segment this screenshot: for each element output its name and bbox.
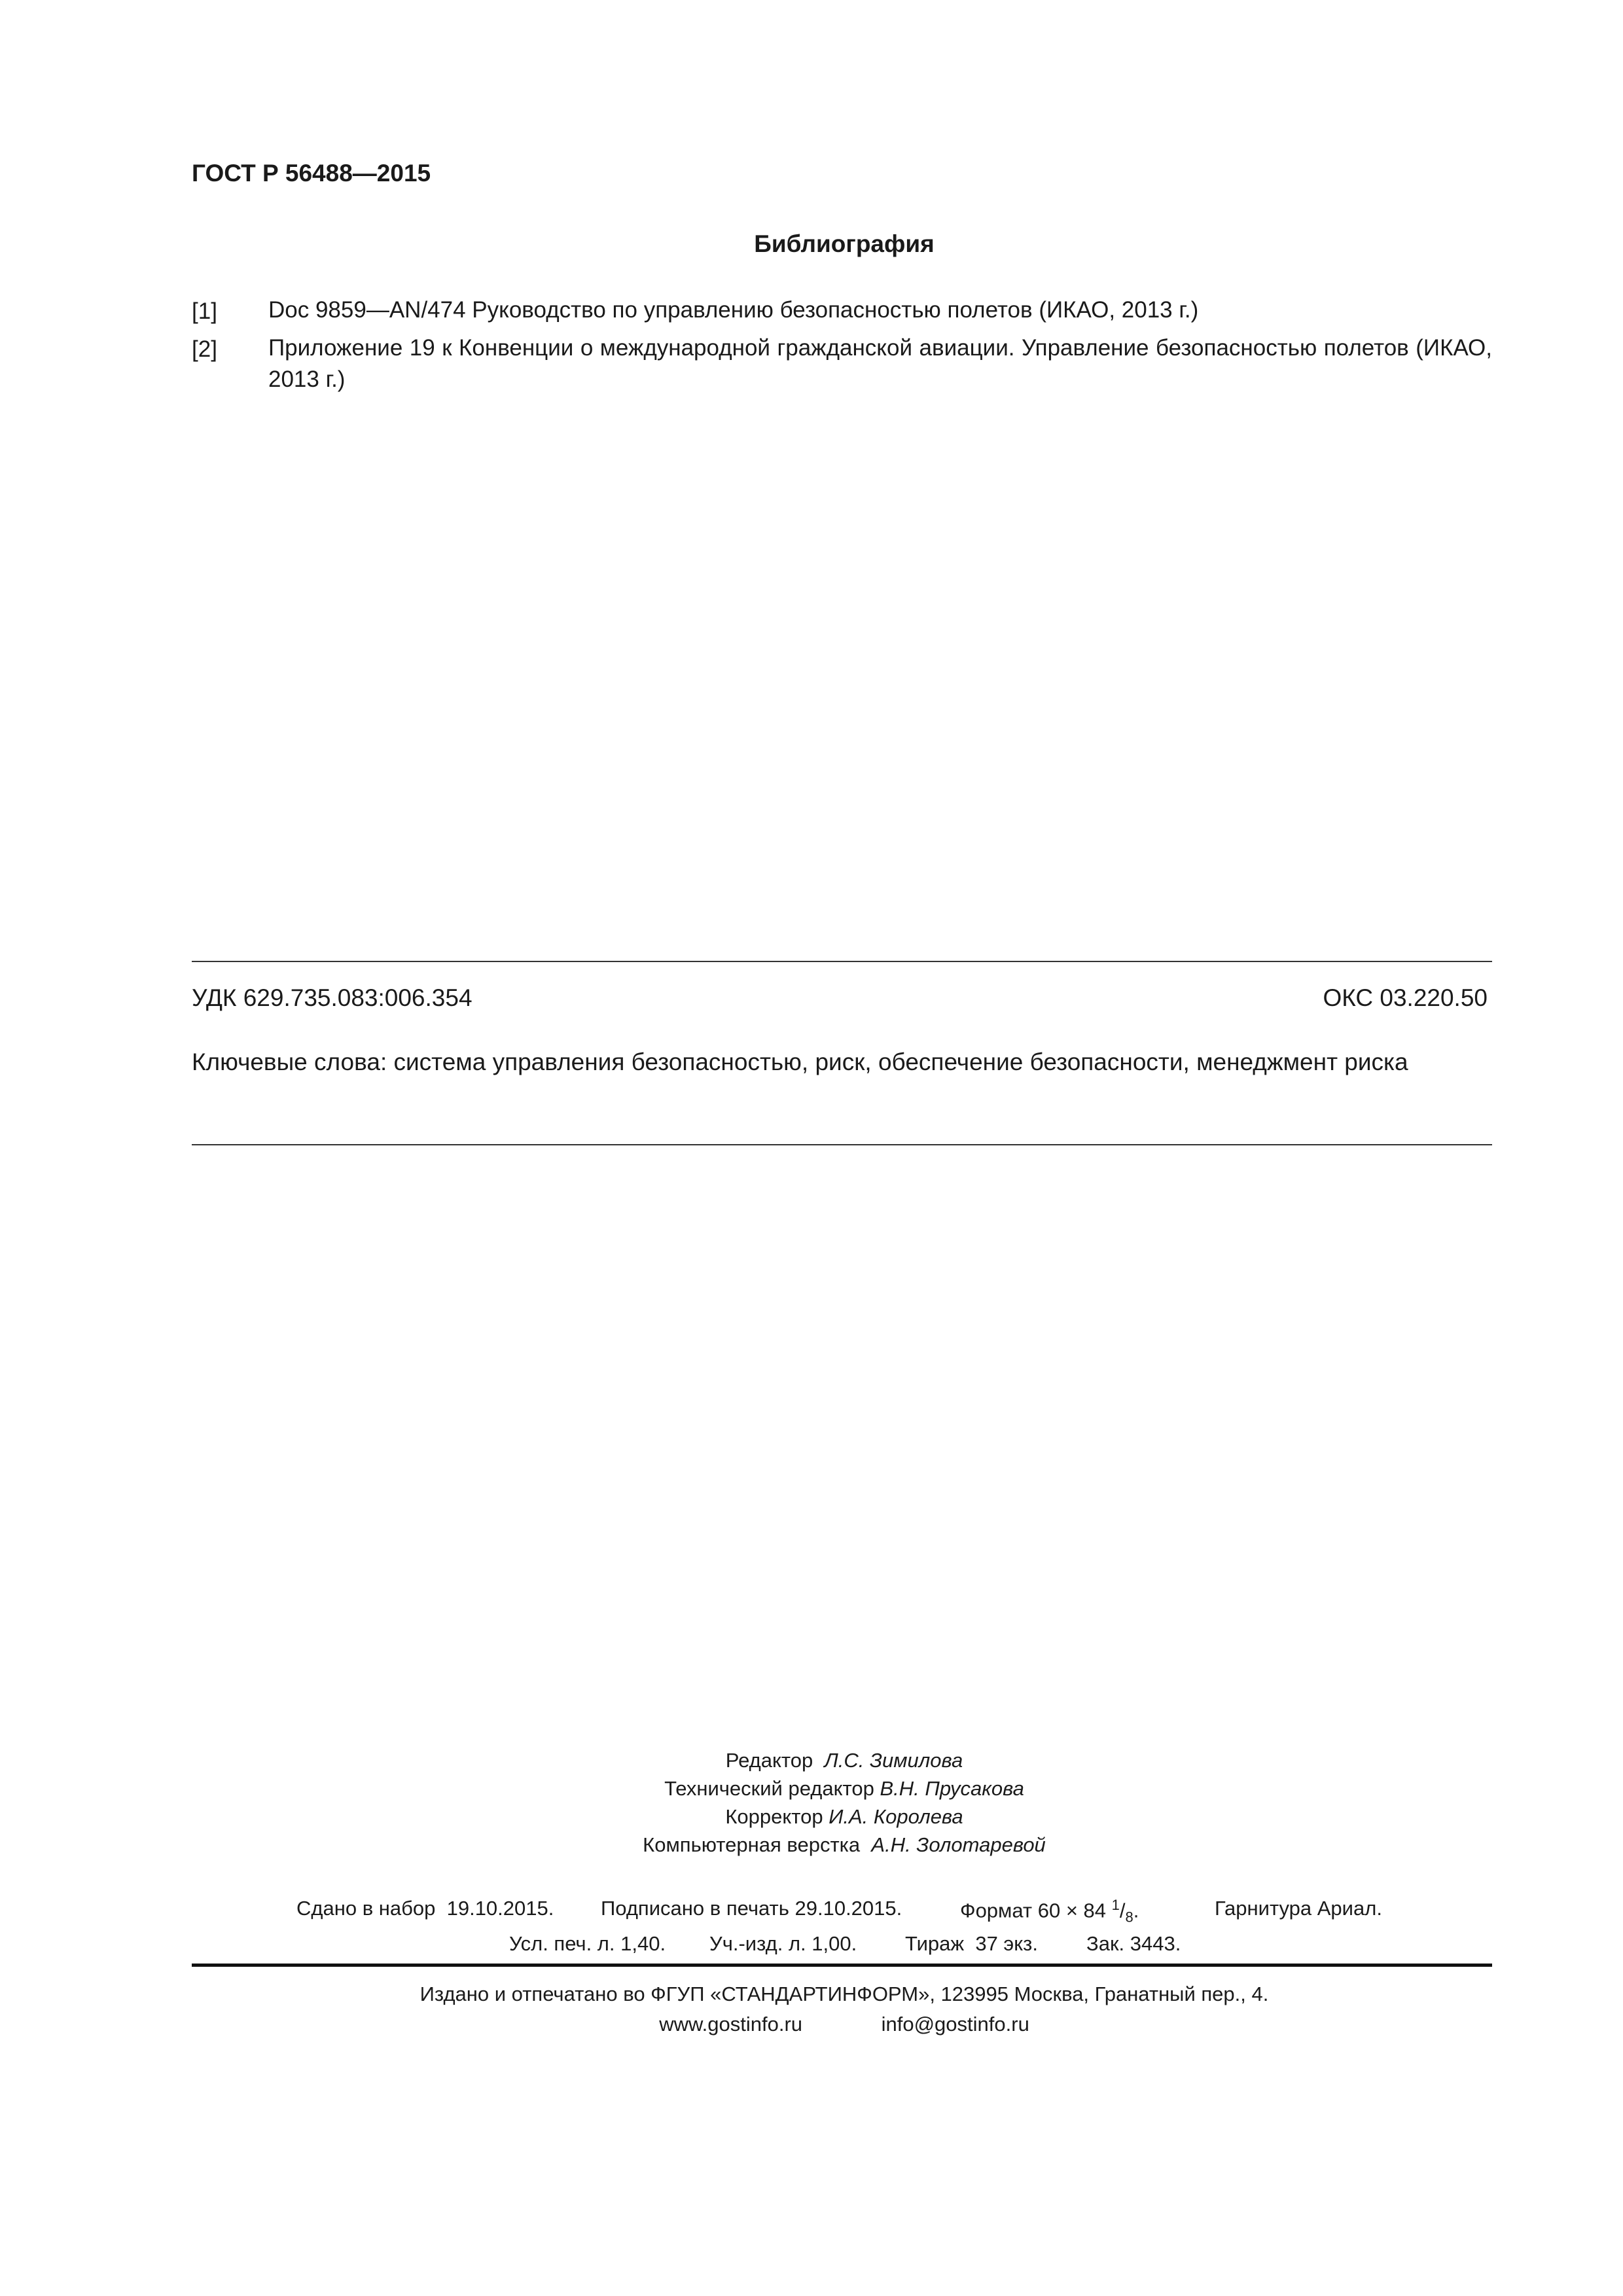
format-numerator: 1: [1111, 1897, 1120, 1913]
publisher-block: [0, 1979, 1623, 2039]
credit-name: Л.С. Зимилова: [824, 1749, 963, 1772]
keywords: Ключевые слова: система управления безопасностью, риск, обеспечение безопасности, менеджмент риска: [192, 1049, 1408, 1075]
document-code: ГОСТ Р 56488—2015: [192, 160, 431, 187]
bibliography-item-text: Приложение 19 к Конвенции о международной гражданской авиации. Управление безопасностью полетов (ИКАО, 2013 г.): [268, 335, 1492, 392]
credit-tech-editor: [0, 1774, 1623, 1803]
format-label: Формат 60 × 84: [960, 1899, 1107, 1922]
format-denominator: 8: [1125, 1909, 1133, 1926]
bibliography-title: Библиография: [754, 230, 935, 257]
print-sheets: Усл. печ. л. 1,40.: [509, 1932, 666, 1955]
credit-name: А.Н. Золотаревой: [871, 1833, 1046, 1856]
publisher-contacts: [0, 2009, 1623, 2039]
print-format: Формат 60 × 84 $^1/_8$.: [960, 1897, 1139, 1926]
print-run: Тираж 37 экз.: [905, 1932, 1038, 1955]
publ-sheets: Уч.-изд. л. 1,00.: [709, 1932, 857, 1955]
print-signed: Подписано в печать 29.10.2015.: [601, 1897, 902, 1920]
credit-label: Корректор: [725, 1805, 823, 1828]
bibliography-item-number: [2]: [192, 336, 217, 362]
print-typeface: Гарнитура Ариал.: [1215, 1897, 1382, 1920]
credit-label: Технический редактор: [664, 1777, 874, 1800]
divider-bottom: [192, 1144, 1492, 1145]
publisher-email[interactable]: info@gostinfo.ru: [881, 2013, 1029, 2036]
bibliography-item-text: Doc 9859—AN/474 Руководство по управлению безопасностью полетов (ИКАО, 2013 г.): [268, 297, 1199, 323]
credit-name: И.А. Королева: [829, 1805, 963, 1828]
udk-code: УДК 629.735.083:006.354: [192, 984, 473, 1011]
credit-layout: [0, 1831, 1623, 1859]
divider-publisher: [192, 1964, 1492, 1967]
print-submitted: Сдано в набор 19.10.2015.: [296, 1897, 554, 1920]
publisher-website[interactable]: www.gostinfo.ru: [659, 2013, 803, 2036]
divider-top: [192, 961, 1492, 962]
credit-name: В.Н. Прусакова: [880, 1777, 1024, 1800]
credit-label: Редактор: [725, 1749, 813, 1772]
credit-label: Компьютерная верстка: [643, 1833, 861, 1856]
oks-code: ОКС 03.220.50: [1323, 984, 1488, 1011]
publisher-line: Издано и отпечатано во ФГУП «СТАНДАРТИНФОРМ», 123995 Москва, Гранатный пер., 4.: [419, 1982, 1269, 2005]
print-order: Зак. 3443.: [1086, 1932, 1181, 1955]
credits-block: [0, 1746, 1623, 1859]
credit-proofreader: [0, 1803, 1623, 1831]
credit-editor: [0, 1746, 1623, 1774]
bibliography-item-number: [1]: [192, 298, 217, 324]
